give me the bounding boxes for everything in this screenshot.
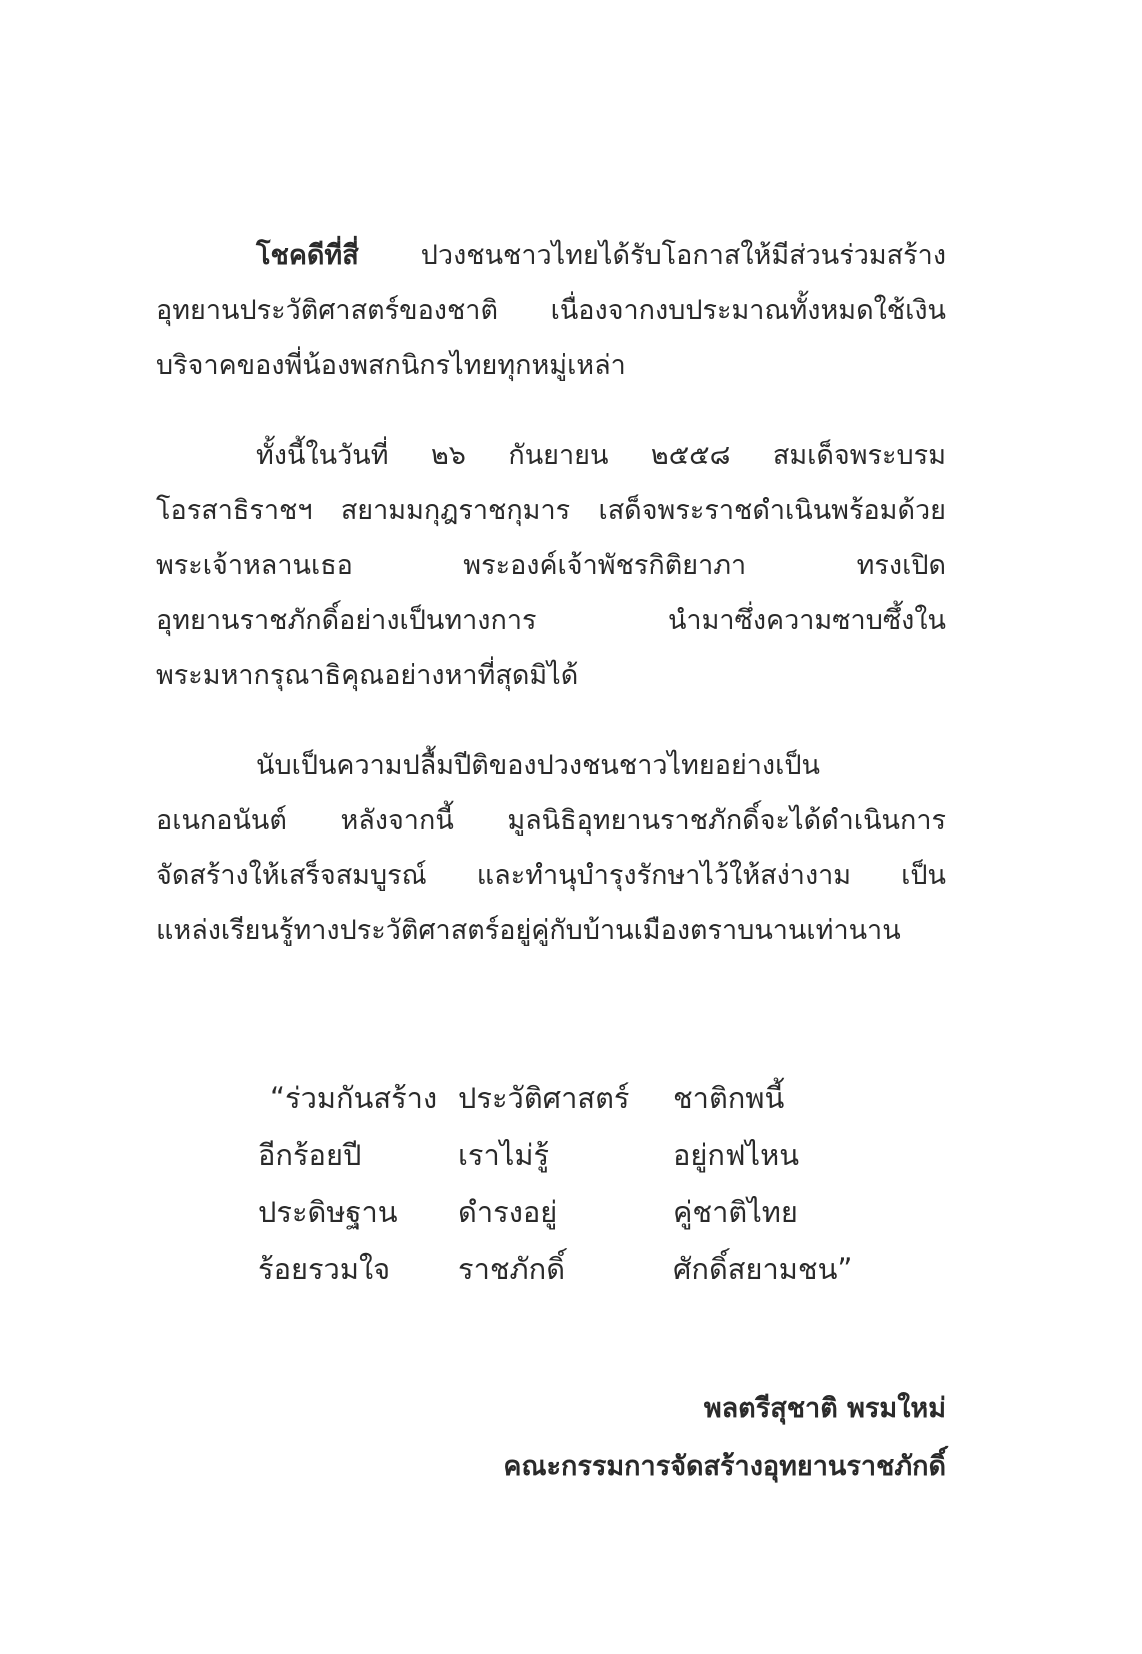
signatory-position: คณะกรรมการจัดสร้างอุทยานราชภักดิ์	[503, 1451, 946, 1482]
signatory-name: พลตรีสุชาติ พรมใหม่	[703, 1393, 946, 1424]
poem-verse: เราไม่รู้	[458, 1138, 550, 1172]
poem-row	[258, 1070, 898, 1127]
paragraph-line	[156, 228, 946, 283]
paragraph-line: อุทยานประวัติศาสตร์ของชาติ เนื่องจากงบประมาณทั้งหมดใช้เงิน	[156, 295, 946, 326]
paragraph-line-text: ปวงชนชาวไทยได้รับโอกาสให้มีส่วนร่วมสร้าง	[420, 240, 946, 271]
paragraph-line: จัดสร้างให้เสร็จสมบูรณ์ และทำนุบำรุงรักษาไว้ให้สง่างาม เป็น	[156, 860, 946, 891]
paragraph-1	[156, 228, 946, 393]
paragraph-line: พระมหากรุณาธิคุณอย่างหาที่สุดมิได้	[156, 660, 579, 691]
poem-verse: ประดิษฐาน	[258, 1195, 398, 1229]
paragraph-3	[156, 738, 946, 958]
body-text	[156, 228, 946, 993]
poem-row	[258, 1127, 898, 1184]
paragraph-2	[156, 428, 946, 703]
paragraph-lead: โชคดีที่สี่	[256, 240, 359, 271]
poem-verse: ศักดิ์สยามชน”	[673, 1252, 853, 1286]
poem-row	[258, 1184, 898, 1241]
poem-verse: คู่ชาติไทย	[673, 1195, 798, 1229]
signature-block	[503, 1380, 946, 1496]
paragraph-line: ทั้งนี้ในวันที่ ๒๖ กันยายน ๒๕๕๘ สมเด็จพระบรม	[256, 440, 946, 471]
poem	[258, 1070, 898, 1298]
paragraph-line: บริจาคของพี่น้องพสกนิกรไทยทุกหมู่เหล่า	[156, 350, 626, 381]
poem-verse: ประวัติศาสตร์	[458, 1081, 630, 1115]
paragraph-line: พระเจ้าหลานเธอ พระองค์เจ้าพัชรกิติยาภา ทรงเปิด	[156, 550, 946, 581]
poem-verse: อีกร้อยปี	[258, 1138, 362, 1172]
poem-row	[258, 1241, 898, 1298]
paragraph-line: นับเป็นความปลื้มปีติของปวงชนชาวไทยอย่างเป็น	[256, 750, 820, 781]
poem-verse: ชาติกพนี้	[673, 1081, 785, 1115]
poem-verse: อยู่กฟไหน	[673, 1138, 800, 1172]
paragraph-line: โอรสาธิราชฯ สยามมกุฎราชกุมาร เสด็จพระราชดำเนินพร้อมด้วย	[156, 495, 946, 526]
poem-verse: ร้อยรวมใจ	[258, 1252, 391, 1286]
poem-verse: ดำรงอยู่	[458, 1195, 558, 1229]
poem-verse: “ร่วมกันสร้าง	[270, 1081, 438, 1115]
poem-verse: ราชภักดิ์	[458, 1252, 566, 1286]
paragraph-line: อุทยานราชภักดิ์อย่างเป็นทางการ นำมาซึ่งความซาบซึ้งใน	[156, 605, 946, 636]
paragraph-line: อเนกอนันต์ หลังจากนี้ มูลนิธิอุทยานราชภักดิ์จะได้ดำเนินการ	[156, 805, 946, 836]
paragraph-line: แหล่งเรียนรู้ทางประวัติศาสตร์อยู่คู่กับบ้านเมืองตราบนานเท่านาน	[156, 915, 901, 946]
